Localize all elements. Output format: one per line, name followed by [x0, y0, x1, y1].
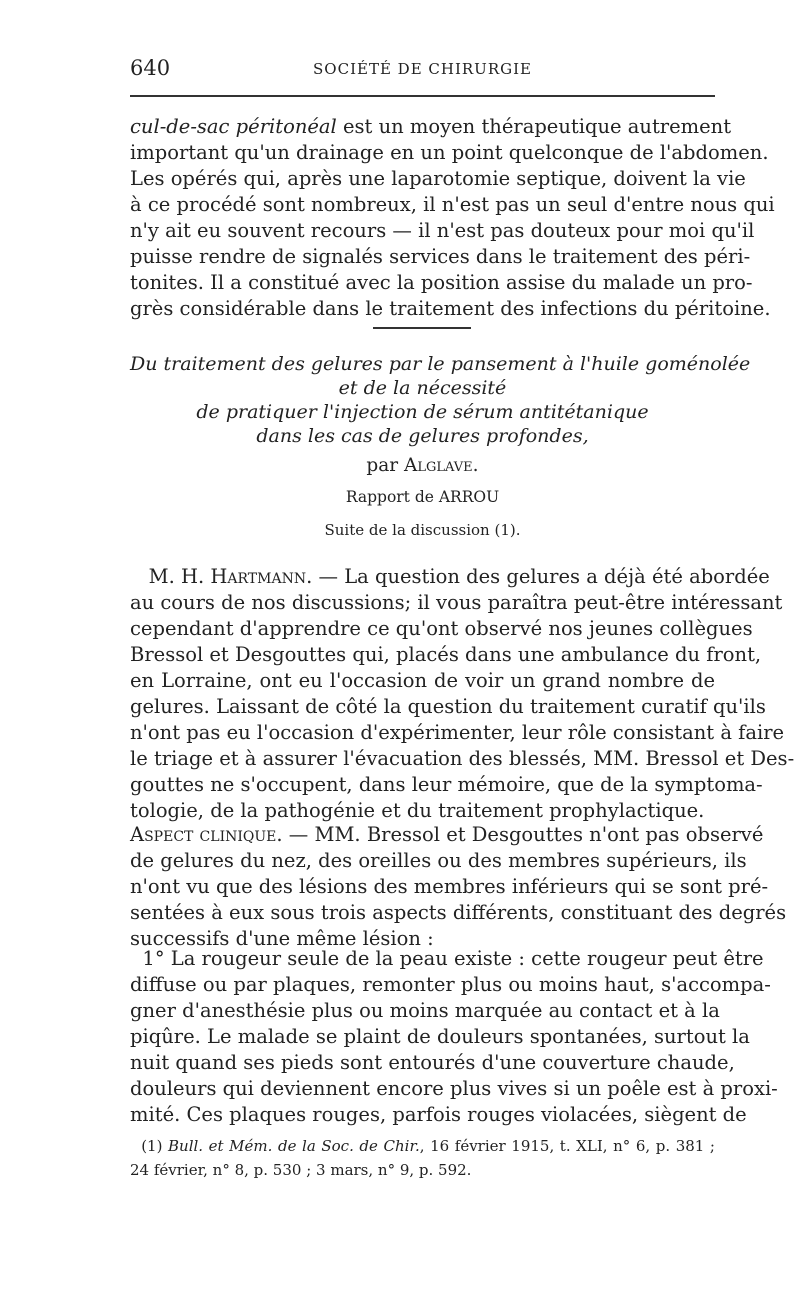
text-run: . — La question des gelures a déjà été abordée [306, 565, 770, 588]
rapport-line [130, 486, 715, 508]
title-line: et de la nécessité [338, 377, 507, 399]
text-run: . — MM. Bressol et Desgouttes n'ont pas observé [276, 823, 764, 846]
text-line: mité. Ces plaques rouges, parfois rouges violacées, siègent de [130, 1103, 747, 1126]
section-heading: Aspect clinique [130, 823, 277, 846]
text-line: important qu'un drainage en un point quelconque de l'abdomen. [130, 141, 769, 164]
running-head: SOCIÉTÉ DE CHIRURGIE [313, 60, 532, 78]
text-line: puisse rendre de signalés services dans le traitement des péri- [130, 245, 751, 268]
text-line: au cours de nos discussions; il vous paraîtra peut-être intéressant [130, 591, 783, 614]
text-line: douleurs qui deviennent encore plus vives si un poêle est à proxi- [130, 1077, 778, 1100]
text-run: est un moyen thérapeutique autrement [336, 115, 732, 138]
journal-title: Bull. et Mém. de la Soc. de Chir. [168, 1137, 420, 1155]
text-line [130, 946, 764, 972]
suite-line [130, 519, 715, 541]
paragraph-aspect-clinique [130, 822, 787, 952]
text-line: nuit quand ses pieds sont entourés d'une couverture chaude, [130, 1051, 735, 1074]
title-line: de pratiquer l'injection de sérum antitétanique [196, 401, 649, 423]
footnote-line [130, 1134, 715, 1158]
title-line: Du traitement des gelures par le pansement à l'huile goménolée [130, 353, 751, 375]
text-run: 1° La rougeur seule de la peau existe : cette rougeur peut être [142, 947, 764, 970]
byline-line [130, 453, 715, 479]
page-number: 640 [130, 56, 171, 80]
suite-text: Suite de la discussion (1). [324, 521, 521, 539]
text-line: n'ont pas eu l'occasion d'expérimenter, leur rôle consistant à faire [130, 721, 785, 744]
title-line: dans les cas de gelures profondes, [256, 425, 589, 447]
text-line: en Lorraine, ont eu l'occasion de voir un grand nombre de [130, 669, 715, 692]
text-line: sentées à eux sous trois aspects différents, constituant des degrés [130, 901, 787, 924]
speaker-prefix: M. H. [148, 565, 211, 588]
rapport-text: Rapport de ARROU [345, 488, 500, 506]
paragraph-hartmann [130, 564, 795, 824]
text-line [130, 564, 770, 590]
article-title [130, 352, 751, 448]
author-name: Alglave [404, 455, 473, 476]
text-line: tologie, de la pathogénie et du traitement prophylactique. [130, 799, 705, 822]
paragraph-continuation [130, 114, 775, 322]
text-line: cependant d'apprendre ce qu'ont observé nos jeunes collègues [130, 617, 753, 640]
header-rule [130, 95, 715, 97]
text-line: le triage et à assurer l'évacuation des blessés, MM. Bressol et Des- [130, 747, 795, 770]
text-line: tonites. Il a constitué avec la position assise du malade un pro- [130, 271, 753, 294]
text-line: gelures. Laissant de côté la question du traitement curatif qu'ils [130, 695, 766, 718]
footnote-line: 24 février, n° 8, p. 530 ; 3 mars, n° 9, p. 592. [130, 1161, 472, 1179]
byline [130, 453, 715, 479]
text-line: n'ont vu que des lésions des membres inférieurs qui se sont pré- [130, 875, 769, 898]
footnote [130, 1134, 715, 1182]
text-line: gner d'anesthésie plus ou moins marquée au contact et à la [130, 999, 720, 1022]
text-line: diffuse ou par plaques, remonter plus ou moins haut, s'accompa- [130, 973, 771, 996]
text-line: à ce procédé sont nombreux, il n'est pas un seul d'entre nous qui [130, 193, 775, 216]
speaker-name: Hartmann [210, 565, 307, 588]
paragraph-first-degree [130, 946, 778, 1128]
byline-prefix: par [366, 455, 405, 476]
text-line: piqûre. Le malade se plaint de douleurs spontanées, surtout la [130, 1025, 750, 1048]
section-separator [373, 327, 471, 329]
text-line [130, 822, 764, 848]
text-line: de gelures du nez, des oreilles ou des membres supérieurs, ils [130, 849, 747, 872]
page-header [130, 56, 715, 84]
footnote-marker: (1) [141, 1137, 169, 1155]
text-run: , 16 février 1915, t. XLI, n° 6, p. 381 ; [419, 1137, 715, 1155]
text-line: Les opérés qui, après une laparotomie septique, doivent la vie [130, 167, 746, 190]
byline-suffix: . [472, 455, 479, 476]
text-line: Bressol et Desgouttes qui, placés dans une ambulance du front, [130, 643, 762, 666]
text-line: n'y ait eu souvent recours — il n'est pas douteux pour moi qu'il [130, 219, 755, 242]
text-line: successifs d'une même lésion : [130, 927, 434, 950]
text-line: gouttes ne s'occupent, dans leur mémoire, que de la symptoma- [130, 773, 763, 796]
italic-term: cul-de-sac péritonéal [130, 115, 337, 138]
text-line [130, 114, 732, 140]
text-line: grès considérable dans le traitement des infections du péritoine. [130, 297, 771, 320]
